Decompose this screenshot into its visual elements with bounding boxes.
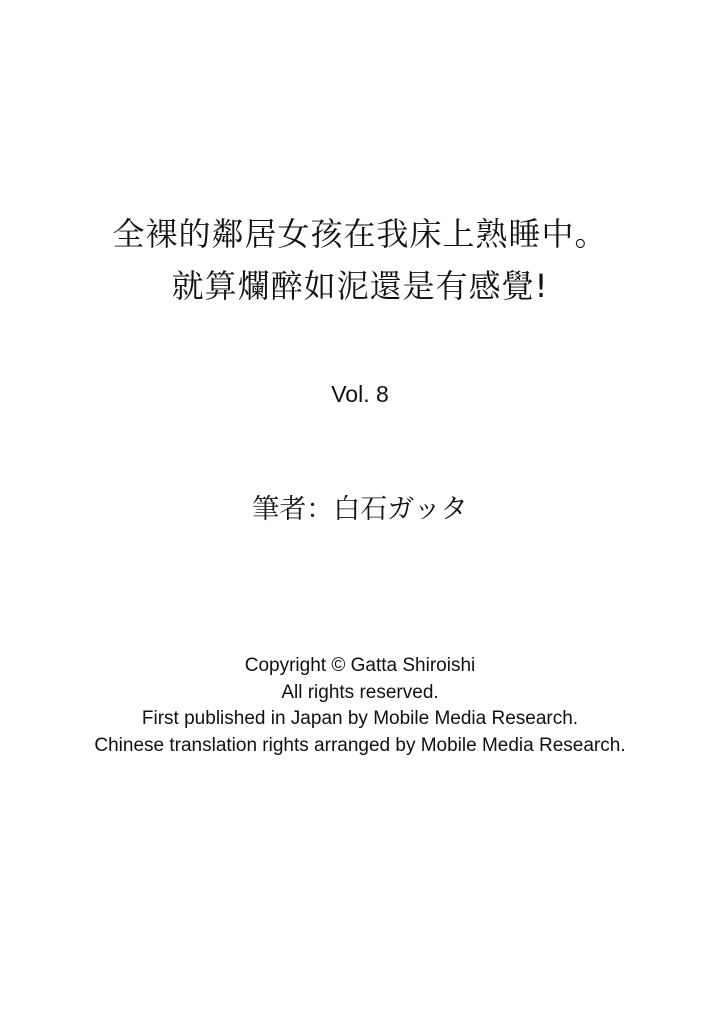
volume-label: Vol. 8 (331, 381, 389, 407)
title-block (0, 208, 720, 312)
author-credit: 筆者：白石ガッタ (252, 494, 468, 525)
title-line-1: 全裸的鄰居女孩在我床上熟睡中。 (112, 215, 608, 253)
copyright-line-3: First published in Japan by Mobile Media Research. (141, 708, 579, 729)
title-line-2: 就算爛醉如泥還是有感覺! (171, 267, 549, 305)
copyright-block (0, 653, 720, 759)
copyright-line-4: Chinese translation rights arranged by Mobile Media Research. (94, 734, 626, 756)
copyright-line-2: All rights reserved. (281, 681, 439, 703)
copyright-line-1: Copyright © Gatta Shiroishi (244, 655, 476, 676)
